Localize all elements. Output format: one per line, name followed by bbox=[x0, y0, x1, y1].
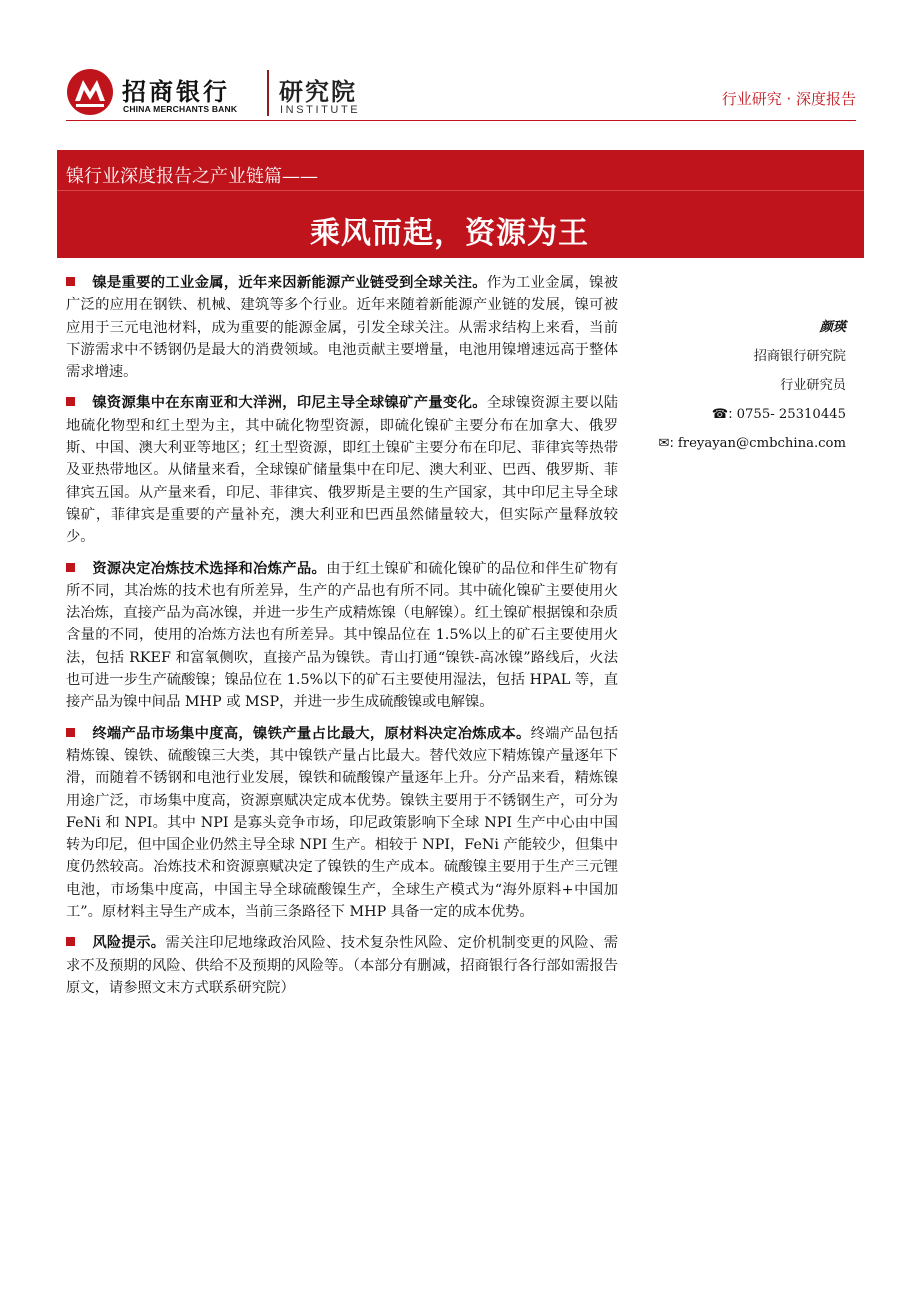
summary-paragraph bbox=[66, 272, 618, 383]
summary-paragraph bbox=[66, 723, 618, 924]
bank-name-en: CHINA MERCHANTS BANK bbox=[123, 104, 238, 114]
cmb-logo-icon bbox=[66, 68, 114, 116]
summary-body bbox=[66, 272, 618, 1008]
header-divider bbox=[66, 120, 856, 121]
paragraph-text: 作为工业金属，镍被广泛的应用在钢铁、机械、建筑等多个行业。近年来随着新能源产业链的发展，镍可被应用于三元电池材料，成为重要的能源金属，引发全球关注。从需求结构上来看，当前下游需求中不锈钢仍是最大的消费领域。电池贡献主要增量，电池用镍增速远高于整体需求增速。 bbox=[66, 275, 618, 381]
author-phone-row bbox=[616, 400, 846, 429]
author-phone: 0755- 25310445 bbox=[736, 407, 846, 422]
phone-icon: ☎: bbox=[711, 407, 733, 422]
author-email-row bbox=[616, 429, 846, 458]
institute-name-cn: 研究院 bbox=[279, 78, 357, 106]
institute-name-en: INSTITUTE bbox=[280, 104, 361, 116]
author-role: 行业研究员 bbox=[780, 378, 846, 393]
bullet-square-icon bbox=[66, 728, 75, 737]
paragraph-heading: 资源决定冶炼技术选择和冶炼产品。 bbox=[92, 560, 327, 577]
summary-paragraph bbox=[66, 932, 618, 999]
summary-paragraph bbox=[66, 558, 618, 714]
author-org: 招商银行研究院 bbox=[753, 349, 846, 364]
page-header bbox=[66, 66, 856, 120]
bullet-square-icon bbox=[66, 397, 75, 406]
bullet-square-icon bbox=[66, 563, 75, 572]
author-email[interactable]: freyayan@cmbchina.com bbox=[677, 436, 846, 451]
banner-divider bbox=[57, 190, 864, 191]
title-banner bbox=[57, 150, 864, 258]
bullet-square-icon bbox=[66, 277, 75, 286]
report-type: 行业研究 · 深度报告 bbox=[721, 90, 856, 108]
mail-icon: ✉: bbox=[658, 436, 674, 451]
paragraph-text: 终端产品包括精炼镍、镍铁、硫酸镍三大类，其中镍铁产量占比最大。替代效应下精炼镍产量逐年下滑，而随着不锈钢和电池行业发展，镍铁和硫酸镍产量逐年上升。分产品来看，精炼镍用途广泛，市场集中度高，资源禀赋决定成本优势。镍铁主要用于不锈钢生产，可分为 FeNi 和 NPI。其中 NPI 是寡头竞争市场，印尼政策影响下全球 NPI 生产中心由中国转为印尼，但中国企业仍然主导全球 NPI 生产。相较于 NPI，FeNi 产能较少，但集中度仍然较高。冶炼技术和资源禀赋决定了镍铁的生产成本。硫酸镍主要用于生产三元锂电池，市场集中度高，中国主导全球硫酸镍生产，全球生产模式为“海外原料+中国加工”。原材料主导生产成本，当前三条路径下 MHP 具备一定的成本优势。 bbox=[66, 725, 619, 921]
author-info bbox=[616, 313, 846, 458]
paragraph-heading: 终端产品市场集中度高，镍铁产量占比最大，原材料决定冶炼成本。 bbox=[92, 725, 531, 742]
author-name: 颜瑛 bbox=[819, 320, 846, 335]
report-title: 乘风而起，资源为王 bbox=[310, 216, 589, 251]
report-subtitle: 镍行业深度报告之产业链篇—— bbox=[66, 166, 318, 187]
paragraph-text: 全球镍资源主要以陆地硫化物型和红土型为主，其中硫化物型资源，即硫化镍矿主要分布在加拿大、俄罗斯、中国、澳大利亚等地区；红土型资源，即红土镍矿主要分布在印尼、菲律宾等热带及亚热带地区。从储量来看，全球镍矿储量集中在印尼、澳大利亚、巴西、俄罗斯、菲律宾五国。从产量来看，印尼、菲律宾、俄罗斯是主要的生产国家，其中印尼主导全球镍矿，菲律宾是重要的产量补充，澳大利亚和巴西虽然储量较大，但实际产量释放较少。 bbox=[66, 395, 618, 546]
paragraph-text: 由于红土镍矿和硫化镍矿的品位和伴生矿物有所不同，其冶炼的技术也有所差异，生产的产品也有所不同。其中硫化镍矿主要使用火法冶炼，直接产品为高冰镍，并进一步生产成精炼镍（电解镍）。红土镍矿根据镍和杂质含量的不同，使用的冶炼方法也有所差异。其中镍品位在 1.5%以上的矿石主要使用火法，包括 RKEF 和富氧侧吹，直接产品为镍铁。青山打通“镍铁-高冰镍”路线后，火法也可进一步生产硫酸镍；镍品位在 1.5%以下的矿石主要使用湿法，包括 HPAL 等，直接产品为镍中间品 MHP 或 MSP，并进一步生成硫酸镍或电解镍。 bbox=[66, 560, 618, 711]
bank-name-cn: 招商银行 bbox=[122, 78, 230, 106]
paragraph-text: 需关注印尼地缘政治风险、技术复杂性风险、定价机制变更的风险、需求不及预期的风险、供给不及预期的风险等。（本部分有删减，招商银行各行部如需报告原文，请参照文末方式联系研究院） bbox=[66, 935, 619, 996]
bullet-square-icon bbox=[66, 937, 75, 946]
paragraph-heading: 风险提示。 bbox=[92, 935, 166, 952]
logo-divider bbox=[267, 70, 269, 116]
summary-paragraph bbox=[66, 392, 618, 548]
paragraph-heading: 镍资源集中在东南亚和大洋洲，印尼主导全球镍矿产量变化。 bbox=[92, 395, 487, 412]
paragraph-heading: 镍是重要的工业金属，近年来因新能源产业链受到全球关注。 bbox=[92, 275, 487, 291]
